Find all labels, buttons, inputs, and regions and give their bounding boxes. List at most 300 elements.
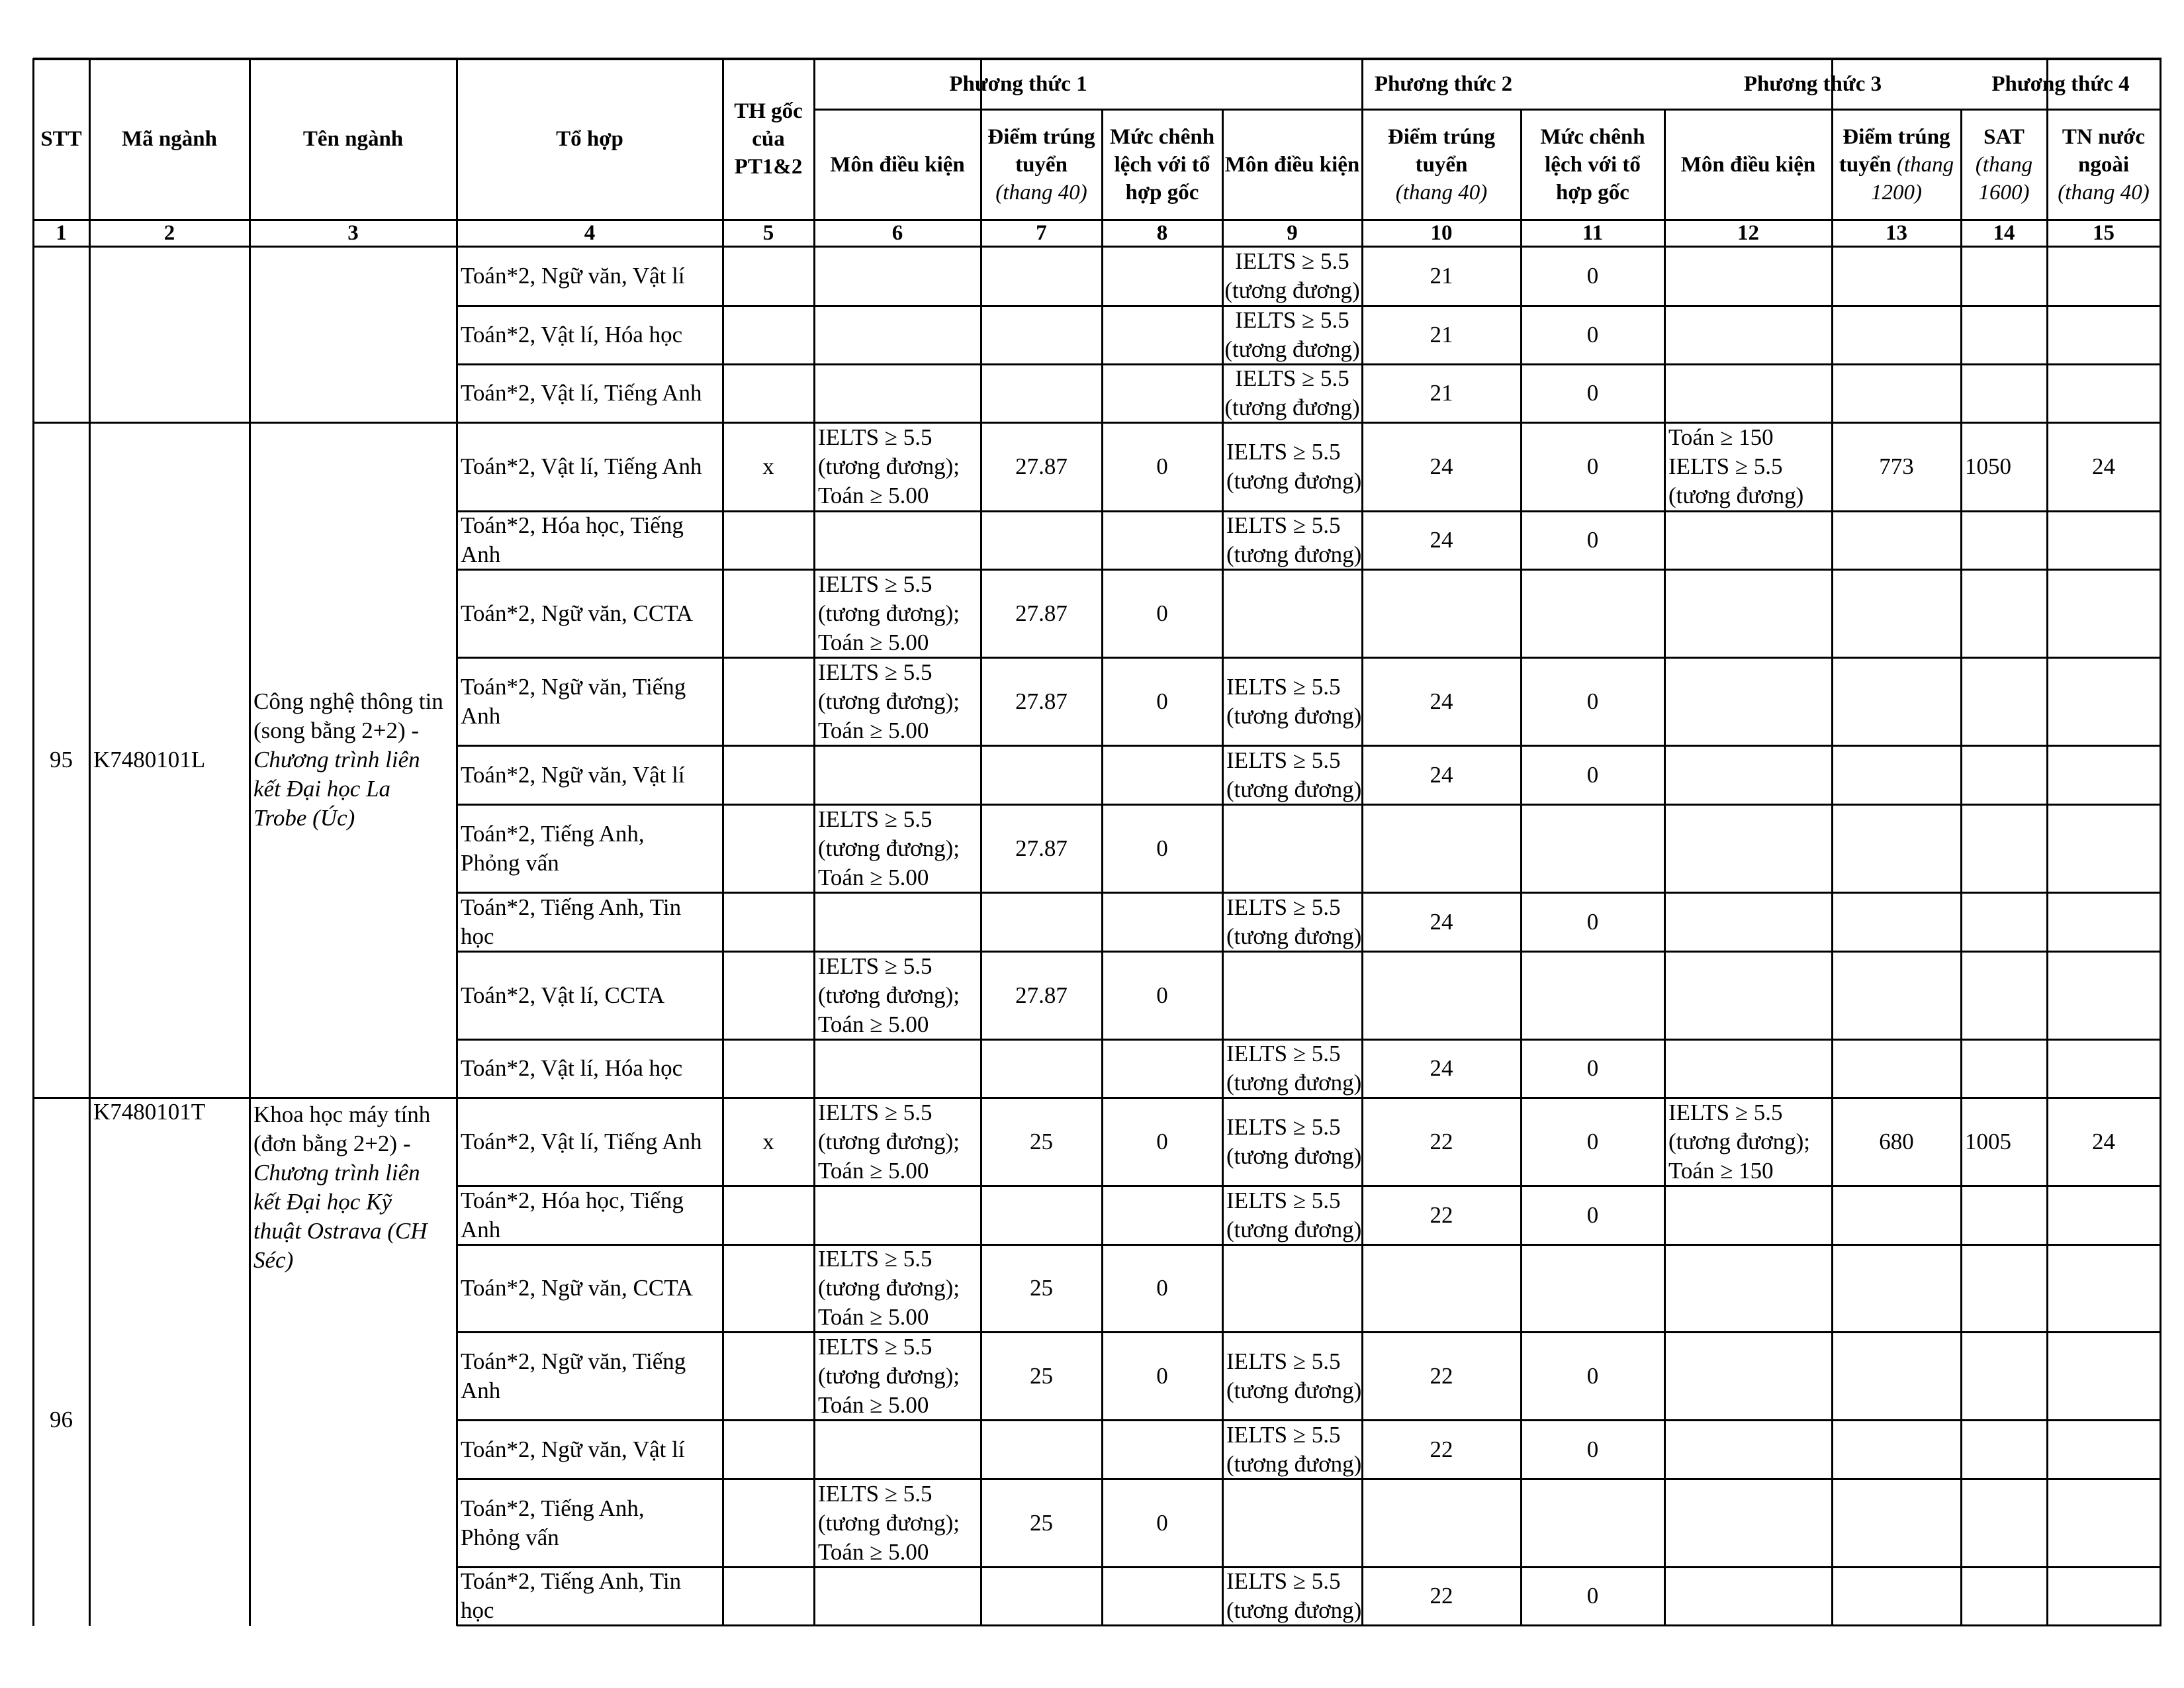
cell-text: 0 bbox=[1586, 263, 1599, 289]
cell-text: IELTS ≥ 5.5 bbox=[1668, 1099, 1783, 1125]
cell-text: 1050 bbox=[1965, 453, 2011, 479]
cell-text: Mức chênh bbox=[1540, 124, 1645, 149]
cell-text: 22 bbox=[1430, 1436, 1453, 1462]
cell-text: Toán ≥ 5.00 bbox=[818, 717, 929, 743]
cell-text: Toán*2, Ngữ văn, CCTA bbox=[461, 1275, 694, 1301]
cell-text: tuyển bbox=[1839, 152, 1891, 177]
cell-text: 10 bbox=[1430, 221, 1453, 245]
cell-text: 11 bbox=[1582, 221, 1604, 245]
cell-text: 22 bbox=[1430, 1362, 1453, 1389]
cell-text: Tên ngành bbox=[302, 127, 404, 151]
grid-line-vertical bbox=[1960, 109, 1962, 1626]
cell-text: 21 bbox=[1430, 380, 1453, 406]
cell-text: học bbox=[461, 1597, 494, 1623]
cell-text: IELTS ≥ 5.5 bbox=[1226, 894, 1341, 920]
cell-text: 0 bbox=[1586, 527, 1599, 553]
cell-text: Công nghệ thông tin bbox=[253, 688, 443, 714]
to-hop-cell bbox=[457, 745, 723, 804]
cell-text: Séc) bbox=[253, 1247, 294, 1273]
cell-text: Toán*2, Ngữ văn, Tiếng bbox=[461, 673, 686, 700]
pt2-mon-dieu-kien bbox=[1222, 1332, 1362, 1420]
pt2-diem-trung-tuyen bbox=[1362, 1332, 1521, 1420]
cell-text: (thang 40) bbox=[1395, 180, 1488, 205]
cell-text: (tương đương); bbox=[818, 982, 960, 1008]
cell-text: (tương đương) bbox=[1226, 1143, 1362, 1169]
cell-text: 0 bbox=[1586, 1128, 1599, 1154]
cell-text: (tương đương) bbox=[1226, 541, 1362, 567]
cell-text: Chương trình liên bbox=[253, 1160, 420, 1186]
cell-text: (tương đương) bbox=[1224, 277, 1360, 303]
column-number bbox=[1832, 220, 1961, 246]
cell-text: Toán ≥ 5.00 bbox=[818, 1391, 929, 1418]
cell-text: Toán ≥ 5.00 bbox=[818, 1157, 929, 1184]
cell-text: IELTS ≥ 5.5 bbox=[818, 571, 933, 597]
pt2-header-diem-trung-tuyen bbox=[1362, 109, 1521, 220]
cell-text: TN nước bbox=[2062, 124, 2146, 149]
cell-text: (tương đương); bbox=[818, 835, 960, 861]
cell-text: (tương đương) bbox=[1224, 395, 1360, 420]
pt1-mon-dieu-kien bbox=[814, 804, 981, 892]
cell-text: 24 bbox=[1430, 1055, 1453, 1081]
pt2-diem-trung-tuyen bbox=[1362, 892, 1521, 951]
pt2-mon-dieu-kien bbox=[1222, 657, 1362, 745]
cell-text: Toán ≥ 5.00 bbox=[818, 1538, 929, 1565]
pt2-mon-dieu-kien bbox=[1222, 1098, 1362, 1186]
column-number bbox=[1362, 220, 1521, 246]
cell-text: IELTS ≥ 5.5 bbox=[1226, 1568, 1341, 1594]
pt2-mon-dieu-kien bbox=[1222, 745, 1362, 804]
pt2-mon-dieu-kien bbox=[1222, 1039, 1362, 1098]
cell-text: Toán*2, Ngữ văn, Vật lí bbox=[461, 263, 685, 289]
cell-text: 2 bbox=[163, 221, 175, 245]
pt2-diem-trung-tuyen bbox=[1362, 1567, 1521, 1625]
cell-text: 27.87 bbox=[1015, 982, 1068, 1008]
cell-text: IELTS ≥ 5.5 bbox=[818, 1099, 933, 1125]
cell-text: IELTS ≥ 5.5 bbox=[1235, 307, 1349, 333]
cell-text: Toán*2, Vật lí, Tiếng Anh bbox=[461, 1128, 702, 1154]
cell-text: 24 bbox=[2092, 1128, 2115, 1154]
cell-text: 25 bbox=[1030, 1275, 1053, 1301]
cell-text: tuyển bbox=[1415, 152, 1468, 177]
cell-text: Toán ≥ 5.00 bbox=[818, 629, 929, 655]
pt2-muc-chenh bbox=[1521, 1420, 1664, 1479]
cell-text: Phỏng vấn bbox=[461, 849, 559, 876]
cell-text: SAT bbox=[1983, 124, 2025, 149]
ten-nganh-cell bbox=[250, 1098, 457, 1625]
pt3-header-diem-trung-tuyen bbox=[1832, 109, 1961, 220]
column-number bbox=[250, 220, 457, 246]
cell-text: Anh bbox=[461, 541, 501, 567]
to-hop-cell bbox=[457, 422, 723, 511]
cell-text: 0 bbox=[1156, 600, 1168, 626]
cell-text: 0 bbox=[1586, 1362, 1599, 1389]
cell-text: Toán ≥ 5.00 bbox=[818, 864, 929, 890]
cell-text: IELTS ≥ 5.5 bbox=[1226, 1348, 1341, 1374]
pt2-header-mon-dieu-kien bbox=[1222, 109, 1362, 220]
pt2-diem-trung-tuyen bbox=[1362, 422, 1521, 511]
pt2-muc-chenh bbox=[1521, 1098, 1664, 1186]
pt2-mon-dieu-kien bbox=[1222, 1420, 1362, 1479]
stt-cell bbox=[33, 422, 89, 1098]
pt2-diem-trung-tuyen bbox=[1362, 364, 1521, 422]
cell-text: (tương đương); bbox=[818, 453, 960, 479]
cell-text: 680 bbox=[1879, 1128, 1914, 1154]
column-number bbox=[457, 220, 723, 246]
cell-text: Toán ≥ 5.00 bbox=[818, 1304, 929, 1330]
cell-text: Anh bbox=[461, 1377, 501, 1403]
pt2-muc-chenh bbox=[1521, 1332, 1664, 1420]
pt1-diem-trung-tuyen bbox=[981, 1098, 1102, 1186]
sat-score bbox=[1961, 1098, 2047, 1186]
cell-text: Điểm trúng bbox=[1843, 124, 1950, 149]
cell-text: 0 bbox=[1156, 1509, 1168, 1536]
cell-text: (tương đương) bbox=[1668, 483, 1804, 508]
cell-text: (tương đương); bbox=[818, 688, 960, 714]
cell-text: 5 bbox=[762, 221, 774, 245]
cell-text: IELTS ≥ 5.5 bbox=[1226, 673, 1341, 700]
pt1-mon-dieu-kien bbox=[814, 569, 981, 657]
cell-text: Toán*2, Vật lí, Hóa học bbox=[461, 322, 683, 348]
cell-text: Toán ≥ 150 bbox=[1668, 1157, 1774, 1184]
cell-text: (tương đương) bbox=[1226, 1216, 1362, 1243]
cell-text: (song bằng 2+2) - bbox=[253, 718, 420, 743]
cell-text: IELTS ≥ 5.5 bbox=[1226, 1113, 1341, 1140]
cell-text: 773 bbox=[1879, 453, 1914, 479]
tn-score bbox=[2047, 1098, 2160, 1186]
pt1-muc-chenh bbox=[1102, 1479, 1222, 1567]
cell-text: (tương đương) bbox=[1226, 1597, 1362, 1623]
cell-text: Tổ hợp bbox=[556, 127, 623, 151]
pt2-muc-chenh bbox=[1521, 745, 1664, 804]
cell-text: 25 bbox=[1030, 1128, 1053, 1154]
column-number bbox=[1521, 220, 1664, 246]
cell-text: Trobe (Úc) bbox=[253, 805, 355, 831]
pt2-mon-dieu-kien bbox=[1222, 511, 1362, 569]
cell-text: IELTS ≥ 5.5 bbox=[1226, 1041, 1341, 1066]
cell-text: 0 bbox=[1156, 1362, 1168, 1389]
pt2-mon-dieu-kien bbox=[1222, 892, 1362, 951]
cell-text: Toán*2, Tiếng Anh, Tin bbox=[461, 894, 682, 920]
pt1-header-mon-dieu-kien bbox=[814, 109, 981, 220]
cell-text: IELTS ≥ 5.5 bbox=[1226, 747, 1341, 773]
cell-text: 6 bbox=[891, 221, 903, 245]
cell-text: Toán*2, Ngữ văn, Vật lí bbox=[461, 1436, 685, 1462]
pt2-mon-dieu-kien bbox=[1222, 1186, 1362, 1244]
pt2-diem-trung-tuyen bbox=[1362, 306, 1521, 364]
cell-text: (thang 40) bbox=[995, 180, 1087, 205]
cell-text: IELTS ≥ 5.5 bbox=[818, 424, 933, 450]
pt1-diem-trung-tuyen bbox=[981, 657, 1102, 745]
cell-text: 22 bbox=[1430, 1583, 1453, 1609]
column-number bbox=[1222, 220, 1362, 246]
cell-text: x bbox=[762, 453, 774, 479]
cell-text: ngoài bbox=[2077, 152, 2130, 177]
cell-text: 0 bbox=[1586, 322, 1599, 348]
to-hop-cell bbox=[457, 1244, 723, 1332]
pt1-mon-dieu-kien bbox=[814, 657, 981, 745]
cell-text: (tương đương) bbox=[1226, 1070, 1362, 1096]
cell-text: IELTS ≥ 5.5 bbox=[818, 659, 933, 685]
cell-text: IELTS ≥ 5.5 bbox=[1226, 1187, 1341, 1213]
cell-text: Điểm trúng bbox=[1387, 124, 1496, 149]
pt1-mon-dieu-kien bbox=[814, 1244, 981, 1332]
pt2-mon-dieu-kien bbox=[1222, 422, 1362, 511]
cell-text: 1 bbox=[56, 221, 67, 245]
cell-text: 9 bbox=[1287, 221, 1298, 245]
cell-text: Phương thức 4 bbox=[1991, 71, 2130, 96]
cell-text: Toán*2, Vật lí, Hóa học bbox=[461, 1055, 683, 1081]
cell-text: 3 bbox=[347, 221, 359, 245]
column-header-to-hop bbox=[457, 58, 723, 220]
cell-text: thuật Ostrava (CH bbox=[253, 1218, 428, 1244]
cell-text: hợp gốc bbox=[1556, 180, 1629, 205]
to-hop-cell bbox=[457, 1039, 723, 1098]
cell-text: 24 bbox=[1430, 688, 1453, 714]
group-header-pt2 bbox=[1222, 58, 1664, 109]
cell-text: Anh bbox=[461, 1216, 501, 1243]
cell-text: 12 bbox=[1737, 221, 1759, 245]
grid-line-vertical bbox=[2160, 109, 2161, 1626]
cell-text: Toán*2, Ngữ văn, Vật lí bbox=[461, 761, 685, 788]
th-goc-mark bbox=[723, 1098, 814, 1186]
column-number bbox=[814, 220, 981, 246]
cell-text: (tương đương) bbox=[1226, 776, 1362, 802]
cell-text: (tương đương); bbox=[818, 1362, 960, 1389]
cell-text: IELTS ≥ 5.5 bbox=[818, 1333, 933, 1360]
cell-text: IELTS ≥ 5.5 bbox=[1226, 1421, 1341, 1448]
pt2-muc-chenh bbox=[1521, 1186, 1664, 1244]
to-hop-cell bbox=[457, 804, 723, 892]
column-number bbox=[89, 220, 250, 246]
cell-text: kết Đại học Kỹ bbox=[253, 1189, 392, 1215]
cell-text: Toán*2, Vật lí, Tiếng Anh bbox=[461, 380, 702, 406]
pt1-muc-chenh bbox=[1102, 1332, 1222, 1420]
pt2-muc-chenh bbox=[1521, 511, 1664, 569]
cell-text: 0 bbox=[1586, 453, 1599, 479]
pt1-muc-chenh bbox=[1102, 569, 1222, 657]
cell-text: 22 bbox=[1430, 1201, 1453, 1228]
cell-text: 0 bbox=[1156, 453, 1168, 479]
cell-text: (thang 40) bbox=[2058, 180, 2150, 205]
tn-score bbox=[2047, 422, 2160, 511]
column-number bbox=[723, 220, 814, 246]
cell-text: Toán ≥ 150 bbox=[1668, 424, 1774, 450]
pt1-muc-chenh bbox=[1102, 804, 1222, 892]
cell-text: (đơn bằng 2+2) - bbox=[253, 1131, 411, 1156]
cell-text: 0 bbox=[1586, 761, 1599, 788]
cell-text: 25 bbox=[1030, 1362, 1053, 1389]
cell-text: học bbox=[461, 923, 494, 949]
pt2-diem-trung-tuyen bbox=[1362, 1039, 1521, 1098]
pt1-diem-trung-tuyen bbox=[981, 569, 1102, 657]
pt1-diem-trung-tuyen bbox=[981, 422, 1102, 511]
cell-text: 0 bbox=[1156, 1128, 1168, 1154]
pt2-muc-chenh bbox=[1521, 1039, 1664, 1098]
cell-text: 7 bbox=[1036, 221, 1047, 245]
cell-text: Toán*2, Vật lí, CCTA bbox=[461, 982, 665, 1008]
pt3-header-mon-dieu-kien bbox=[1664, 109, 1832, 220]
cell-text: Toán*2, Tiếng Anh, bbox=[461, 820, 645, 847]
cell-text: 4 bbox=[584, 221, 596, 245]
column-header-stt bbox=[33, 58, 89, 220]
pt2-muc-chenh bbox=[1521, 422, 1664, 511]
pt1-header-diem-trung-tuyen bbox=[981, 109, 1102, 220]
pt3-diem-trung-tuyen bbox=[1832, 422, 1961, 511]
pt2-muc-chenh bbox=[1521, 1567, 1664, 1625]
column-number bbox=[981, 220, 1102, 246]
group-header-pt1 bbox=[814, 58, 1222, 109]
cell-text: (tương đương) bbox=[1226, 923, 1362, 949]
cell-text: lệch với tổ bbox=[1114, 152, 1210, 177]
cell-text: 0 bbox=[1156, 982, 1168, 1008]
pt1-mon-dieu-kien bbox=[814, 422, 981, 511]
to-hop-cell bbox=[457, 1567, 723, 1625]
cell-text: IELTS ≥ 5.5 bbox=[1235, 248, 1349, 274]
cell-text: IELTS ≥ 5.5 bbox=[818, 953, 933, 979]
cell-text: Chương trình liên bbox=[253, 747, 420, 773]
cell-text: (tương đương); bbox=[818, 1275, 960, 1301]
cell-text: 15 bbox=[2093, 221, 2115, 245]
cell-text: lệch với tổ bbox=[1545, 152, 1641, 177]
cell-text: Toán ≥ 5.00 bbox=[818, 1011, 929, 1037]
pt2-diem-trung-tuyen bbox=[1362, 1186, 1521, 1244]
cell-text: (tương đương) bbox=[1226, 1450, 1362, 1477]
column-header-ten-nganh bbox=[250, 58, 457, 220]
cell-text: 27.87 bbox=[1015, 835, 1068, 861]
cell-text: x bbox=[762, 1128, 774, 1154]
column-number bbox=[33, 220, 89, 246]
cell-text: TH gốc bbox=[734, 99, 803, 123]
pt2-diem-trung-tuyen bbox=[1362, 657, 1521, 745]
cell-text: K7480101T bbox=[93, 1099, 206, 1125]
pt1-muc-chenh bbox=[1102, 1098, 1222, 1186]
cell-text: 24 bbox=[1430, 453, 1453, 479]
cell-text: (tương đương); bbox=[818, 1128, 960, 1154]
cell-text: (tương đương) bbox=[1226, 1377, 1362, 1403]
cell-text: Phương thức 3 bbox=[1743, 71, 1882, 96]
group-header-pt4 bbox=[1961, 58, 2160, 109]
cell-text: 25 bbox=[1030, 1509, 1053, 1536]
to-hop-cell bbox=[457, 657, 723, 745]
cell-text: (tương đương); bbox=[1668, 1128, 1810, 1154]
cell-text: 0 bbox=[1586, 1436, 1599, 1462]
pt2-muc-chenh bbox=[1521, 892, 1664, 951]
cell-text bbox=[1839, 151, 1954, 179]
cell-text: Môn điều kiện bbox=[1680, 152, 1816, 177]
cell-text: (thang bbox=[1896, 152, 1954, 177]
to-hop-cell bbox=[457, 364, 723, 422]
ten-nganh-cell bbox=[250, 422, 457, 1098]
cell-text: IELTS ≥ 5.5 bbox=[1226, 512, 1341, 538]
cell-text: 0 bbox=[1586, 908, 1599, 935]
ma-nganh-cell bbox=[89, 422, 250, 1098]
cell-text: Điểm trúng bbox=[987, 124, 1095, 149]
cell-text: Toán*2, Ngữ văn, Tiếng bbox=[461, 1348, 686, 1374]
to-hop-cell bbox=[457, 1332, 723, 1420]
cell-text: Phương thức 2 bbox=[1374, 71, 1513, 96]
to-hop-cell bbox=[457, 951, 723, 1039]
cell-text: Toán*2, Tiếng Anh, bbox=[461, 1495, 645, 1521]
pt1-mon-dieu-kien bbox=[814, 951, 981, 1039]
pt1-diem-trung-tuyen bbox=[981, 951, 1102, 1039]
cell-text: 95 bbox=[50, 747, 73, 773]
cell-text: 0 bbox=[1156, 688, 1168, 714]
pt1-mon-dieu-kien bbox=[814, 1332, 981, 1420]
to-hop-cell bbox=[457, 511, 723, 569]
pt3-diem-trung-tuyen bbox=[1832, 1098, 1961, 1186]
cell-text: 21 bbox=[1430, 263, 1453, 289]
cell-text: 1600) bbox=[1978, 180, 2030, 205]
cell-text: 0 bbox=[1586, 1055, 1599, 1081]
column-number bbox=[1102, 220, 1222, 246]
pt1-mon-dieu-kien bbox=[814, 1479, 981, 1567]
cell-text: (tương đương); bbox=[818, 1509, 960, 1536]
cell-text: 8 bbox=[1156, 221, 1168, 245]
pt2-diem-trung-tuyen bbox=[1362, 511, 1521, 569]
pt2-mon-dieu-kien bbox=[1222, 246, 1362, 306]
column-header-th-goc bbox=[723, 58, 814, 220]
grid-line-vertical bbox=[2046, 58, 2048, 1626]
cell-text: (tương đương) bbox=[1226, 468, 1362, 494]
th-goc-mark bbox=[723, 422, 814, 511]
to-hop-cell bbox=[457, 1479, 723, 1567]
cell-text: Môn điều kiện bbox=[1224, 152, 1360, 177]
pt2-muc-chenh bbox=[1521, 306, 1664, 364]
cell-text: IELTS ≥ 5.5 bbox=[1668, 453, 1783, 479]
pt2-mon-dieu-kien bbox=[1222, 1567, 1362, 1625]
cell-text: 22 bbox=[1430, 1128, 1453, 1154]
cell-text: IELTS ≥ 5.5 bbox=[1235, 365, 1349, 391]
pt1-muc-chenh bbox=[1102, 951, 1222, 1039]
cell-text: Phỏng vấn bbox=[461, 1524, 559, 1550]
cell-text: Toán*2, Hóa học, Tiếng bbox=[461, 512, 684, 538]
cell-text: PT1&2 bbox=[734, 155, 803, 179]
cell-text: (thang bbox=[1975, 152, 2033, 177]
cell-text: Phương thức 1 bbox=[949, 71, 1087, 96]
stt-cell bbox=[33, 1387, 89, 1453]
cell-text: Môn điều kiện bbox=[830, 152, 965, 177]
cell-text: 0 bbox=[1586, 1201, 1599, 1228]
pt2-diem-trung-tuyen bbox=[1362, 1420, 1521, 1479]
column-number bbox=[2047, 220, 2160, 246]
pt4-header-tn bbox=[2047, 109, 2160, 220]
to-hop-cell bbox=[457, 1420, 723, 1479]
cell-text: Mã ngành bbox=[122, 127, 217, 151]
pt1-diem-trung-tuyen bbox=[981, 1332, 1102, 1420]
cell-text: STT bbox=[40, 127, 82, 151]
pt2-muc-chenh bbox=[1521, 246, 1664, 306]
pt1-diem-trung-tuyen bbox=[981, 1244, 1102, 1332]
cell-text: 13 bbox=[1886, 221, 1907, 245]
cell-text: IELTS ≥ 5.5 bbox=[818, 1480, 933, 1507]
pt1-header-muc-chenh bbox=[1102, 109, 1222, 220]
pt1-muc-chenh bbox=[1102, 1244, 1222, 1332]
cell-text: 1200) bbox=[1871, 180, 1922, 205]
pt1-muc-chenh bbox=[1102, 422, 1222, 511]
cell-text: (tương đương); bbox=[818, 600, 960, 626]
cell-text: 24 bbox=[1430, 761, 1453, 788]
sat-score bbox=[1961, 422, 2047, 511]
pt1-diem-trung-tuyen bbox=[981, 804, 1102, 892]
column-number bbox=[1961, 220, 2047, 246]
cell-text: IELTS ≥ 5.5 bbox=[818, 1246, 933, 1272]
to-hop-cell bbox=[457, 892, 723, 951]
cell-text: 27.87 bbox=[1015, 453, 1068, 479]
cell-text: Toán*2, Vật lí, Tiếng Anh bbox=[461, 453, 702, 479]
pt2-diem-trung-tuyen bbox=[1362, 1098, 1521, 1186]
cell-text: 14 bbox=[1993, 221, 2015, 245]
cell-text: 24 bbox=[2092, 453, 2115, 479]
